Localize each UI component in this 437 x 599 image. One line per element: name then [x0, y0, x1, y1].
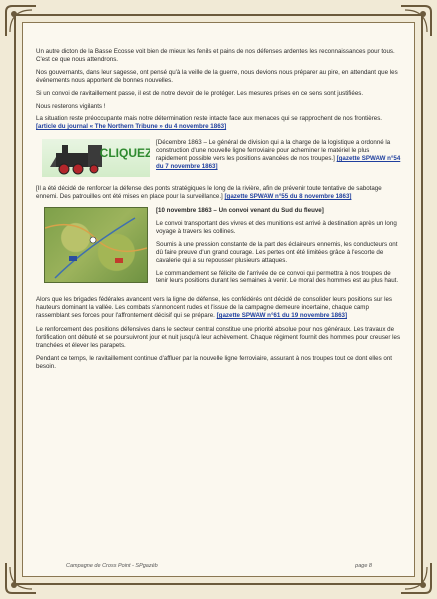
map-continuation-text: Alors que les brigades fédérales avancent vers la ligne de défense, les confédérés ont décidé de consolider leurs positions sur les hauteurs dominant la vallée. Les combats s'annoncent rudes et l'issue de la campagne demeure incertaine, chaque camp rassemblant ses forces pour l'affrontement décisif qui se prépare. — [36, 296, 392, 320]
locomotive-icon — [42, 139, 150, 177]
map-block — [36, 207, 401, 290]
map-continuation — [36, 296, 401, 320]
intro-line: Nous resterons vigilants ! — [36, 102, 106, 110]
map-line: Le commandement se félicite de l'arrivée de ce convoi qui permettra à nos troupes de tenir leurs positions durant les semaines à venir. Le moral des hommes est au plus haut. — [156, 269, 399, 285]
intro-line: Nos gouvernants, dans leur sagesse, ont pensé qu'à la veille de la guerre, nous devions nous préparer au pire, en attendant que les événements nous apportent de bonnes nouvelles. — [36, 68, 398, 84]
train-block — [36, 139, 401, 179]
article-content — [36, 48, 401, 376]
page-number: page 8 — [355, 563, 372, 569]
train-image-label: CLIQUEZ — [99, 146, 150, 161]
corner-ornament-icon — [399, 4, 433, 38]
footer-campaign: Campagne de Cross Point - SPgazéb — [66, 563, 158, 569]
short-block — [36, 185, 401, 201]
terrain-map-icon — [45, 208, 147, 282]
corner-ornament-icon — [4, 4, 38, 38]
corner-ornament-icon — [4, 561, 38, 595]
article-link[interactable]: [article du journal « The Northern Tribune » du 4 novembre 1863] — [36, 123, 227, 131]
gazette-link-55[interactable]: [gazette SPWAW n°55 du 8 novembre 1863] — [224, 193, 352, 201]
closing-paragraph: Pendant ce temps, le ravitaillement continue d'affluer par la nouvelle ligne ferroviaire, assurant à nos troupes tout ce dont elles ont besoin. — [36, 354, 393, 370]
map-line: Soumis à une pression constante de la part des éclaireurs ennemis, les conducteurs ont dû faire preuve d'un grand courage. Les pertes ont été limitées grâce à l'escorte de cavalerie qui a su repousser plusieurs attaques. — [156, 240, 398, 264]
train-image[interactable] — [42, 139, 150, 177]
map-image[interactable] — [44, 207, 148, 283]
gazette-link-61[interactable]: [gazette SPWAW n°61 du 19 novembre 1863] — [216, 312, 348, 320]
map-heading: [10 novembre 1863 – Un convoi venant du Sud du fleuve] — [156, 207, 324, 215]
corner-ornament-icon — [399, 561, 433, 595]
closing-paragraph: Le renforcement des positions défensives dans le secteur central constitue une priorité absolue pour nos généraux. Les travaux de fortification ont débuté et se poursuivront jour et nuit jusqu'à leur achèvement. Chaque régiment fournit des hommes pour creuser les tranchées et élever les parapets. — [36, 326, 401, 349]
intro-line: Un autre dicton de la Basse Ecosse voit bien de mieux les fenils et pains de nos défenses ardentes les reconnaissances pour tous. C'est ce que nous attendrons. — [36, 48, 395, 63]
short-block-text: [Il a été décidé de renforcer la défense des ponts stratégiques le long de la rivière, afin de prévenir toute tentative de sabotage ennemi. Des patrouilles ont été mises en place pour la surveillance.] — [36, 185, 382, 201]
gazette-link-54[interactable]: [gazette SPWAW n°54 du 7 novembre 1863] — [156, 155, 401, 170]
intro-line: La situation reste préoccupante mais notre détermination reste intacte face aux menaces qui se rapprochent de nos frontières. — [36, 115, 383, 123]
map-line: Le convoi transportant des vivres et des munitions est arrivé à destination après un long voyage à travers les collines. — [156, 219, 397, 235]
train-block-text: [Décembre 1863 – Le général de division qui a la charge de la logistique a ordonné la construction d'une nouvelle ligne ferroviaire pour acheminer le matériel le plus rapidement possible vers les positions avancées de nos troupes.] — [156, 139, 391, 163]
intro-paragraph — [36, 115, 401, 131]
page-footer — [66, 563, 372, 569]
intro-line: Si un convoi de ravitaillement passe, il est de notre devoir de le protéger. Les mesures prises en ce sens sont justifiées. — [36, 89, 364, 97]
